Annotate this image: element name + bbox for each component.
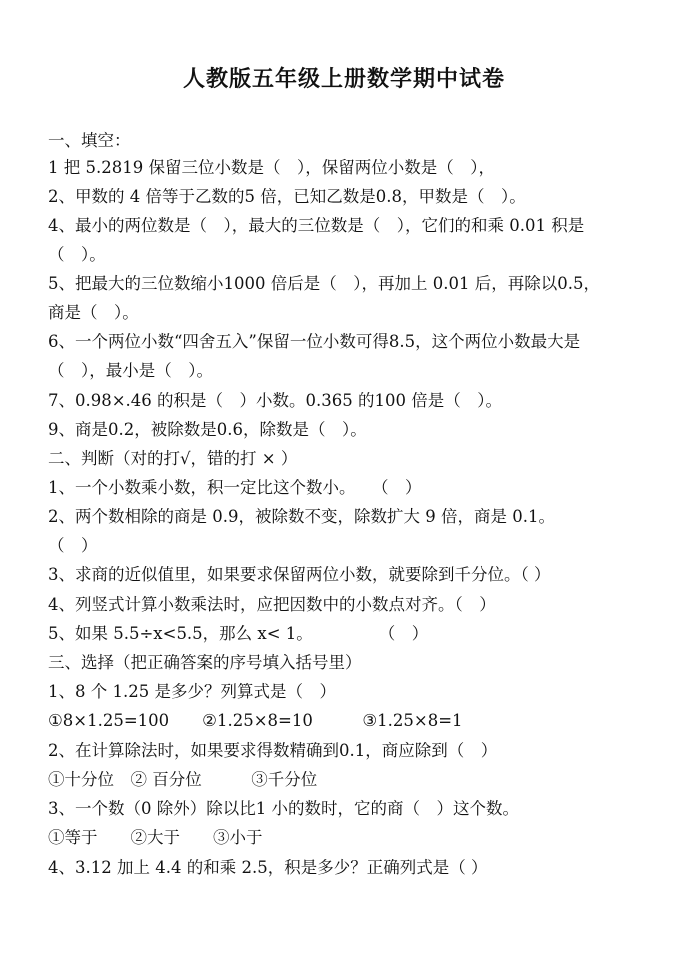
question-line: （ ） [48,536,98,555]
question-line: 1 把 5.2819 保留三位小数是（ ），保留两位小数是（ ）， [48,158,495,177]
answer-options: ①十分位 ② 百分位 ③千分位 [48,770,318,789]
question-line: 1、8 个 1.25 是多少？列算式是（ ） [48,682,336,701]
question-line: （ ）。 [48,245,106,264]
section-heading-true-false: 二、判断（对的打√，错的打 × ） [48,449,298,468]
question-line: 商是（ ）。 [48,303,139,322]
question-line: 2、在计算除法时，如果要求得数精确到0.1，商应除到（ ） [48,741,498,760]
question-line: 4、列竖式计算小数乘法时，应把因数中的小数点对齐。（ ） [48,595,496,614]
question-line: （ ），最小是（ ）。 [48,361,213,380]
answer-options: ①等于 ②大于 ③小于 [48,828,263,847]
section-heading-choice: 三、选择（把正确答案的序号填入括号里） [48,653,362,672]
question-line: 5、如果 5.5÷x<5.5，那么 x< 1。 （ ） [48,624,429,643]
question-line: 4、3.12 加上 4.4 的和乘 2.5，积是多少？正确列式是（ ） [48,858,488,877]
section-heading-fill-blank: 一、填空： [48,131,131,150]
page-title: 人教版五年级上册数学期中试卷 [182,66,505,92]
question-line: 1、一个小数乘小数，积一定比这个数小。 （ ） [48,478,422,497]
question-line: 9、商是0.2，被除数是0.6，除数是（ ）。 [48,420,367,439]
question-line: 3、一个数（0 除外）除以比1 小的数时，它的商（ ）这个数。 [48,799,519,818]
question-line: 3、求商的近似值里，如果要求保留两位小数，就要除到千分位。（ ） [48,565,551,584]
question-line: 6、一个两位小数“四舍五入”保留一位小数可得8.5，这个两位小数最大是 [48,332,581,351]
question-line: 2、两个数相除的商是 0.9，被除数不变，除数扩大 9 倍，商是 0.1。 [48,507,555,526]
question-line: 5、把最大的三位数缩小1000 倍后是（ ），再加上 0.01 后，再除以0.5， [48,274,600,293]
question-line: 2、甲数的 4 倍等于乙数的5 倍，已知乙数是0.8，甲数是（ ）。 [48,187,526,206]
question-line: 4、最小的两位数是（ ），最大的三位数是（ ），它们的和乘 0.01 积是 [48,216,585,235]
answer-options: ①8×1.25=100 ②1.25×8=10 ③1.25×8=1 [48,711,463,730]
question-line: 7、0.98×.46 的积是（ ）小数。0.365 的100 倍是（ ）。 [48,391,503,410]
